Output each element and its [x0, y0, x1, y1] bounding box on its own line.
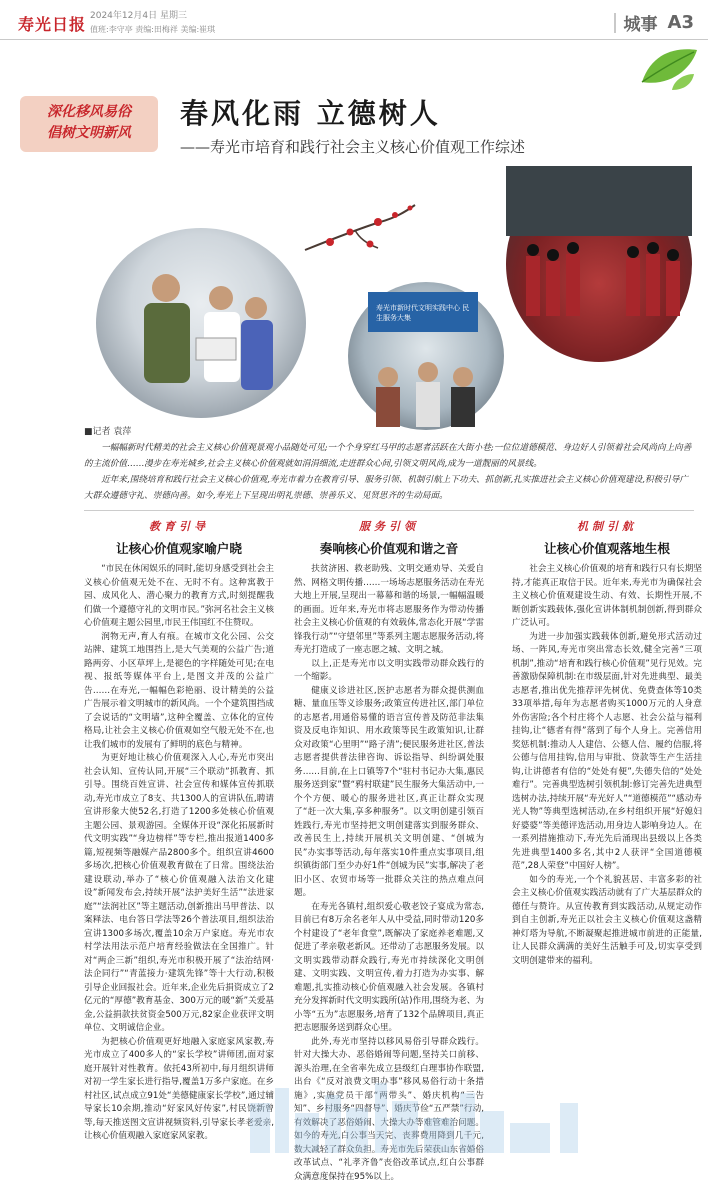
column-headline: 奏响核心价值观和谐之音 — [294, 538, 484, 557]
body-paragraph: 如今的寿光,一个个礼貌甚居、丰富多彩的社会主义核心价值观实践活动就有了广大基层群众的德任与赞许。从宣传教育到实践活动,从规定动作到自主创新,寿光正以社会主义核心价值观这盏精神灯塔为导航,不断凝聚起推进城市前进的正能量,让人民群众满满的美好生活触手可及,切实享受到文明创建带来的福利。 — [512, 874, 702, 969]
body-paragraph: “市民在休闲娱乐的同时,能切身感受到社会主义核心价值观无处不在、无时不有。这种寓教于园、成风化人、潜心聚力的教育方式,时刻提醒我们做一个遵德守礼的文明市民。”弥河名社会主义核心价值观主题公园里,市民王伟国红不住赞叹。 — [84, 563, 274, 631]
column-body — [512, 563, 702, 1101]
photo-crowd-icon — [506, 166, 692, 362]
column-body — [84, 563, 274, 1101]
dateline — [90, 10, 215, 36]
byline: ■记者 袁萍 — [84, 424, 131, 437]
headline-block — [20, 96, 620, 166]
badge-line-1: 深化移风易俗 — [20, 102, 158, 123]
leaf-decoration-icon — [632, 42, 702, 96]
badge-line-2: 倡树文明新风 — [20, 123, 158, 144]
campaign-badge — [20, 96, 158, 152]
body-paragraph: 为把核心价值观更好地融入家庭家风家教,寿光市成立了400多人的“家长学校”讲师团,面对家庭开展针对性教育。依托43所初中,每月组织讲师对初一学生家长进行指导,覆盖1万多户家庭。在乡村社区,试点成立91处“美德健康家长学校”,通过辅导家长10余期,推动“好家风好传家”,村民饶新曾等,每天推送图文宣讲视频资料,引导家长孝老爱亲,让核心价值观融入家庭家风家教。 — [84, 1036, 274, 1144]
fair-sign: 寿光市新时代文明实践中心 民生服务大集 — [372, 300, 476, 326]
article-column-mechanism — [512, 518, 702, 1101]
main-title: 春风化雨 立德树人 — [180, 92, 441, 132]
intro-lede — [84, 440, 694, 504]
section-divider — [614, 13, 616, 33]
intro-paragraph: 一幅幅新时代精美的社会主义核心价值观景观小品随处可见;一个个身穿红马甲的志愿者活跃在大街小巷;一位位道德模范、身边好人引领着社会风尚向上向善的主流价值……漫步在寿光城乡,社会主义核心价值观就如涓涓细流,走进群众心间,引领文明风尚,成为一道靓丽的风景线。 — [84, 440, 694, 472]
photo-service-fair — [348, 282, 504, 430]
intro-paragraph: 近年来,围绕培育和践行社会主义核心价值观,寿光市着力在教育引导、服务引领、机制引航上下功夫、抓创新,扎实推进社会主义核心价值观建设,积极引导广大群众遵德守礼、崇德向善。如今,寿光上下呈现出明礼崇德、崇善乐义、见贤思齐的生动局面。 — [84, 472, 694, 504]
body-paragraph: 社会主义核心价值观的培育和践行只有长期坚持,才能真正取信于民。近年来,寿光市为确保社会主义核心价值观建设生动、有效、长期性开展,不断创新实践载体,强化宣讲体制机制创新,得到群众广泛认可。 — [512, 563, 702, 631]
body-paragraph: 扶贫济困、救老助残、文明交通劝导、关爱自然、网格文明传播……一场场志愿服务活动在寿光大地上开展,呈现出一幕幕和谐的场景,一幅幅温暖的画面。近年来,寿光市将志愿服务作为带动传播社会主义核心价值观的有效载体,常态化开展“学雷锋我行动”“守望邻里”等系列主题志愿服务活动,将寿光打造成了一座志愿之城、文明之城。 — [294, 563, 484, 658]
subtitle: ——寿光市培育和践行社会主义核心价值观工作综述 — [180, 136, 525, 157]
section-label — [614, 10, 694, 35]
photo-figures-icon — [96, 228, 306, 418]
masthead — [0, 0, 708, 40]
article-column-education — [84, 518, 274, 1101]
body-paragraph: 在寿光各镇村,组织爱心敬老饺子宴成为常态,目前已有8万余名老年人从中受益,同时带动120多个村建设了“老年食堂”,既解决了家庭养老难题,又促进了孝亲敬老新风。还带动了志愿服务发展。以文明实践带动群众践行,寿光市持续深化文明创建、文明实践、文明宣传,着力打造为办实事、解难题,扎实推动核心价值观融入社会发展。各镇村充分发挥新时代文明实践所(站)作用,围绕为老、为小等“五为”志愿服务,培育了132个品牌项目,真正把志愿服务送到群众心里。 — [294, 901, 484, 1036]
staff-credits: 值班:李守亭 责编:田梅祥 美编:崔琪 — [90, 23, 215, 36]
body-paragraph: 润物无声,育人有痕。在城市文化公园、公交站牌、建筑工地围挡上,是大气美观的公益广告;道路两旁、小区草坪上,是褪色的字样随处可见;在电视、报纸等媒体平台上,是图文并茂的公益广告……在寿光,一幅幅色彩艳丽、设计精美的公益广告展示着文明城市的新风尚。一个个建筑围挡成了会说话的“文明墙”,这种全覆盖、立体化的宣传格局,让社会主义核心价值观如空气般无处不在,也让我们城市的发展有了鲜明的底色与精神。 — [84, 631, 274, 753]
body-paragraph: 健康义诊进社区,医护志愿者为群众提供测血糖、量血压等义诊服务;政策宣传进社区,部门单位的志愿者,用通俗易懂的语言宣传普及防范非法集资及反电诈知识、用水政策等民生政策知识,让群众对政策“心里明”“路子清”;便民服务进社区,普法志愿者提供普法律咨询、诉讼指导、纠纷调处服务……目前,在上口镇等7个“驻村书记办大集,惠民服务送到家”暨“鸦村联建”民生服务大集活动中,一个个方便、暖心的服务进社区,真正让群众实现了“赶一次大集,享多种服务”。以文明创建引领百姓践行,寿光市坚持把文明创建落实到服务群众、改善民生上,持续开展机关文明创建、“创城为民”办实事等活动,每年落实10件重点实事项目,组织镇街部门至少办好1件“创城为民”实事,解决了老旧小区、农贸市场等一批群众关注的热点难点问题。 — [294, 685, 484, 901]
article-column-service — [294, 518, 484, 1101]
body-paragraph: 为进一步加强实践载体创新,避免形式活动过场、一阵风,寿光市突出常态长效,健全完善“三项机制”,推动“培育和践行核心价值观”见行见效。完善激励保障机制:在市级层面,针对先进典型、最美志愿者,推出优先推荐评先树优、免费查体等10类33项举措,每年为志愿者购买1000万元的人身意外伤害险;各个村庄将个人志愿、社会公益与福利挂钩,让“德者有得”落到了每个人身上。完善信用奖惩机制:推动人人建信、公德人信、履约信服,将公德与信用挂钩,信用与审批、贷款等生产生活挂钩,让讲德者有信的“处处有便”,失德失信的“处处难行”。完善典型选树引领机制:修订完善先进典型选树办法,持续开展“寿光好人”“道德模范”“感动寿光人物”等典型选树活动,在乡村组织开展“好媳妇好婆婆”等美德评选活动,用身边人影响身边人。在一系列措施推动下,寿光先后涌现出县级以上各类先进典型1400多名,其中2人获评“全国道德模范”,28人荣登“中国好人榜”。 — [512, 631, 702, 874]
issue-date: 2024年12月4日 星期三 — [90, 10, 215, 23]
column-headline: 让核心价值观家喻户晓 — [84, 538, 274, 557]
body-paragraph: 以上,正是寿光市以文明实践带动群众践行的一个缩影。 — [294, 658, 484, 685]
column-body — [294, 563, 484, 1101]
newspaper-logo: 寿光日报 — [18, 12, 86, 35]
section-name: 城事 — [624, 10, 658, 35]
body-paragraph: 此外,寿光市坚持以移风易俗引导群众践行。针对大操大办、恶俗婚闹等问题,坚持关口前移、源头治理,在全省率先成立县级红白理事协作联盟,出台《“反对浪费文明办事”移风易俗行动十条措施》,实施党员干部“两带头”、婚庆机构“三告知”、乡村服务“四督导”、婚庆节俭“五严禁”行动,有效解决了恶俗婚闹、大操大办等难管难治问题。如今的寿光,白公事当天完、丧葬费用降到几千元,数大减轻了群众负担。寿光市先后荣获山东省婚俗改革试点、“礼孝齐鲁”丧俗改革试点,红白公事群众满意度保持在95%以上。 — [294, 1036, 484, 1184]
column-headline: 让核心价值观落地生根 — [512, 538, 702, 557]
column-kicker: 服务引领 — [294, 518, 484, 534]
plum-blossom-icon — [300, 200, 420, 260]
photo-veteran-with-students — [96, 228, 306, 418]
page-number: A3 — [668, 12, 694, 33]
photo-hanfu-ceremony — [506, 166, 692, 362]
section-divider-line — [84, 510, 694, 511]
column-kicker: 机制引航 — [512, 518, 702, 534]
body-paragraph: 为更好地让核心价值观深入人心,寿光市突出社会认知、宣传认同,开展“三个联动”抓教育、抓引导。围绕百姓宣讲、社会宣传和媒体宣传抓联动,寿光市成立了8支、共1300人的宣讲队伍,聘请宣讲形象大使52名,打造了1200多处核心价值观主题公园、景观游园。全媒体开设“深化拓展新时代文明实践”“身边榜样”等专栏,推出报道1400多篇,短视频等融媒产品2800多个。组织宣讲4600多场次,把核心价值观教育做在了日常。围绕法治建设联动,举办了“核心价值观融入法治文化建设”新闻发布会,持续开展“法护美好生活”“法进家庭”“法润社区”等主题活动,创新推出马甲普法、以案释法、电台答日学法等26个普法项目,组织法治宣讲1300多场次,覆盖10余万户家庭。寿光市农村学法用法示范户培育经验做法在全国推广。针对“两企三新”组织,寿光市积极开展了“法治结网·法企同行”“青蓝接力·建筑先锋”等十大行动,积极引导企业回报社会。近年来,企业先后捐资成立了2亿元的“厚德”教育基金、300万元的暖“新”关爱基金,公益捐款扶贫资金500万元,82家企业获评文明单位、文明诚信企业。 — [84, 752, 274, 1036]
column-kicker: 教育引导 — [84, 518, 274, 534]
city-skyline-icon — [0, 1073, 708, 1153]
